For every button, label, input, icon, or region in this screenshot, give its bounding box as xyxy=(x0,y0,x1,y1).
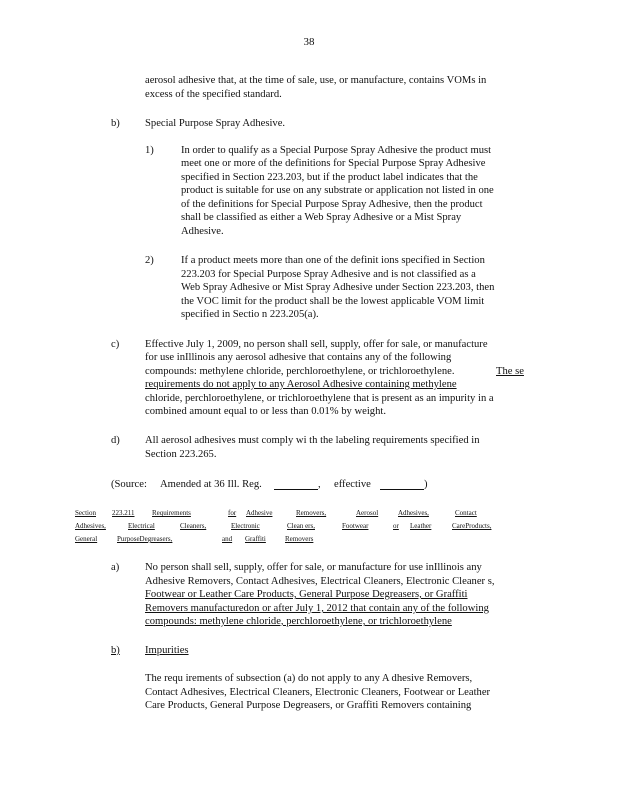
b2-line: Care Products, General Purpose Degreasers, or Graffiti Removers containing xyxy=(145,700,472,711)
heading-word: CareProducts, xyxy=(452,522,492,530)
heading-word: Aerosol xyxy=(356,509,379,517)
heading-word: Removers xyxy=(285,535,314,543)
page-number: 38 xyxy=(303,36,315,48)
item-1-line: specified in Section 223.203, but if the product label indicates that the xyxy=(181,172,478,183)
a-line-inserted: compounds: methylene chloride, perchloroethylene, or trichloroethylene xyxy=(145,616,452,627)
c-line: for use inIllinois any aerosol adhesive that contains any of the following xyxy=(145,352,452,363)
c-inserted-text: The se xyxy=(496,366,524,377)
heading-word: Section xyxy=(75,509,96,517)
subsection-title-b: Special Purpose Spray Adhesive. xyxy=(145,118,286,129)
c-line-inserted: requirements do not apply to any Aerosol Adhesive containing methylene xyxy=(145,379,457,390)
source-amended: Amended at 36 Ill. Reg. xyxy=(160,479,262,490)
heading-word: General xyxy=(75,535,98,543)
subsection-label-b: b) xyxy=(111,118,120,129)
a-line: Adhesive Removers, Contact Adhesives, Electrical Cleaners, Electronic Cleaner s, xyxy=(145,576,495,587)
item-2-line: If a product meets more than one of the definit ions specified in Section xyxy=(181,255,485,266)
heading-word: Adhesives, xyxy=(398,509,429,517)
item-1-line: product is suitable for use on any substrate or application not listed in one xyxy=(181,185,494,196)
source-blank-1 xyxy=(274,489,318,490)
item-number-1: 1) xyxy=(145,145,154,156)
d-line: Section 223.265. xyxy=(145,449,217,460)
subsection-label-d: d) xyxy=(111,435,120,446)
b2-line: Contact Adhesives, Electrical Cleaners, Electronic Cleaners, Footwear or Leather xyxy=(145,687,491,698)
heading-word: Clean ers, xyxy=(287,522,315,530)
source-effective: effective xyxy=(334,479,371,490)
intro-line: aerosol adhesive that, at the time of sale, use, or manufacture, contains VOMs in xyxy=(145,75,487,86)
heading-word: Adhesives, xyxy=(75,522,106,530)
c-line: combined amount equal to or less than 0.01% by weight. xyxy=(145,406,386,417)
heading-word: Cleaners, xyxy=(180,522,207,530)
item-1-line: Adhesive. xyxy=(181,226,224,237)
item-2-line: 223.203 for Special Purpose Spray Adhesive and is not classified as a xyxy=(181,269,476,280)
heading-word: PurposeDegreasers, xyxy=(117,535,173,543)
heading-word: Leather xyxy=(410,522,432,530)
subsection-label-b2: b) xyxy=(111,645,120,656)
c-line: chloride, perchloroethylene, or trichloroethylene that is present as an impurity in a xyxy=(145,393,494,404)
subsection-label-a: a) xyxy=(111,562,120,573)
heading-word: Electrical xyxy=(128,522,155,530)
item-1-line: of the definitions for Special Purpose Spray Adhesive, then the product xyxy=(181,199,483,210)
b2-line: The requ irements of subsection (a) do not apply to any A dhesive Removers, xyxy=(145,673,473,684)
source-comma: , xyxy=(318,479,321,490)
heading-word: for xyxy=(228,509,237,517)
source-close: ) xyxy=(424,479,428,490)
heading-word: or xyxy=(393,522,399,530)
a-line-inserted: Footwear or Leather Care Products, General Purpose Degreasers, or Graffiti xyxy=(145,589,468,600)
heading-word: and xyxy=(222,535,233,543)
item-2-line: the VOC limit for the product shall be the lowest applicable VOM limit xyxy=(181,296,485,307)
item-1-line: In order to qualify as a Special Purpose Spray Adhesive the product must xyxy=(181,145,492,156)
a-line-inserted: Removers manufacturedon or after July 1, 2012 that contain any of the following xyxy=(145,603,489,614)
c-line: compounds: methylene chloride, perchloroethylene, or trichloroethylene. xyxy=(145,366,455,377)
item-2-line: Web Spray Adhesive or Mist Spray Adhesive under Section 223.203, then xyxy=(181,282,495,293)
d-line: All aerosol adhesives must comply wi th the labeling requirements specified in xyxy=(145,435,480,446)
heading-word: Requirements xyxy=(152,509,191,517)
intro-line: excess of the specified standard. xyxy=(145,89,282,100)
subsection-label-c: c) xyxy=(111,339,120,350)
heading-word: Footwear xyxy=(342,522,369,530)
item-1-line: shall be classified as either a Web Spray Adhesive or a Mist Spray xyxy=(181,212,462,223)
heading-word: 223.211 xyxy=(112,509,135,517)
item-1-line: meet one or more of the definitions for Special Purpose Spray Adhesive xyxy=(181,158,486,169)
heading-word: Contact xyxy=(455,509,477,517)
a-line: No person shall sell, supply, offer for sale, or manufacture for use inIllinois any xyxy=(145,562,482,573)
source-lead: (Source: xyxy=(111,479,147,490)
source-blank-2 xyxy=(380,489,424,490)
c-line: Effective July 1, 2009, no person shall sell, supply, offer for sale, or manufacture xyxy=(145,339,488,350)
heading-word: Graffiti xyxy=(245,535,266,543)
item-number-2: 2) xyxy=(145,255,154,266)
heading-word: Electronic xyxy=(231,522,260,530)
item-2-line: specified in Sectio n 223.205(a). xyxy=(181,309,319,320)
heading-word: Removers, xyxy=(296,509,327,517)
heading-word: Adhesive xyxy=(246,509,273,517)
subsection-title-impurities: Impurities xyxy=(145,645,189,656)
